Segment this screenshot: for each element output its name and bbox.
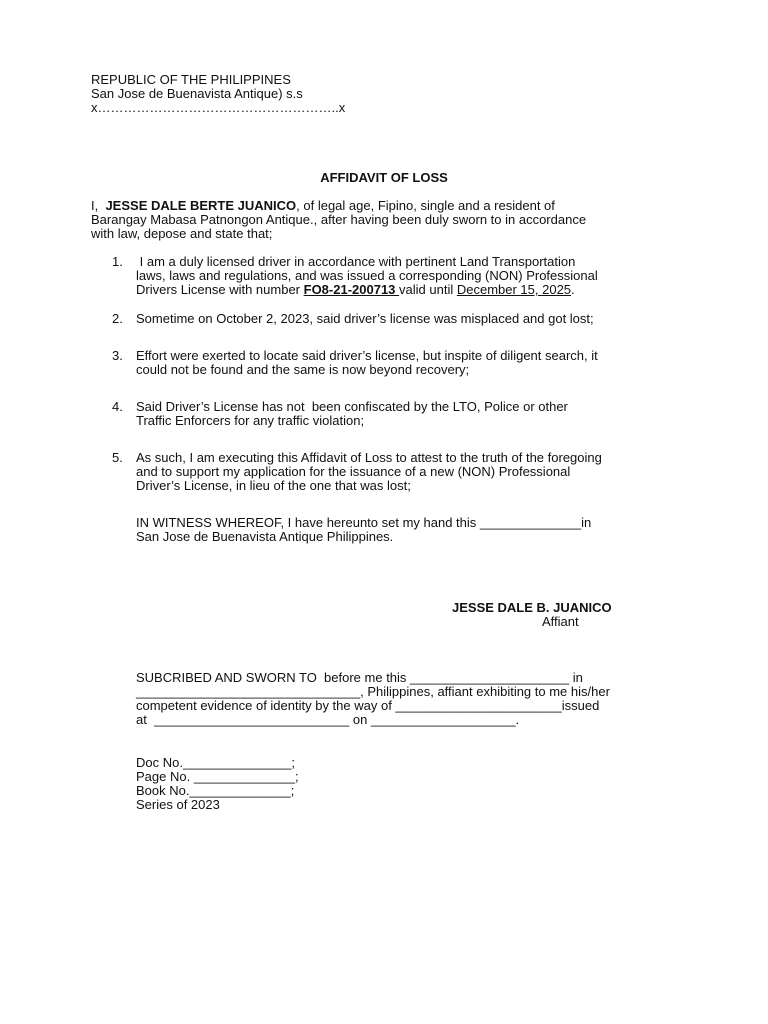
item-4-line-1: Said Driver’s License has not been confiscated by the LTO, Police or other bbox=[136, 399, 568, 414]
item-number: 4. bbox=[112, 399, 123, 414]
item-5-line-1: As such, I am executing this Affidavit of Loss to attest to the truth of the foregoing bbox=[136, 450, 602, 465]
item-1-line-3 bbox=[136, 283, 696, 297]
series-year: Series of 2023 bbox=[136, 797, 220, 812]
intro-line-2: Barangay Mabasa Patnongon Antique., after having been duly sworn to in accordance bbox=[91, 212, 587, 227]
item-3-line-1: Effort were exerted to locate said driver’s license, but inspite of diligent search, it bbox=[136, 348, 598, 363]
item-2-line-1: Sometime on October 2, 2023, said driver’s license was misplaced and got lost; bbox=[136, 311, 594, 326]
signature-role: Affiant bbox=[542, 614, 579, 629]
item-4-line-2: Traffic Enforcers for any traffic violation; bbox=[136, 413, 365, 428]
header-republic: REPUBLIC OF THE PHILIPPINES bbox=[91, 72, 291, 87]
item-1-line-1: I am a duly licensed driver in accordance with pertinent Land Transportation bbox=[136, 254, 576, 269]
item-1-line-2: laws, laws and regulations, and was issued a corresponding (NON) Professional bbox=[136, 268, 598, 283]
item-5-line-2: and to support my application for the issuance of a new (NON) Professional bbox=[136, 464, 571, 479]
item-3-line-2: could not be found and the same is now beyond recovery; bbox=[136, 362, 470, 377]
valid-until-date: December 15, 2025 bbox=[456, 282, 572, 297]
item-1-paragraph bbox=[136, 255, 696, 297]
jurat-line-3: competent evidence of identity by the way of _______________________issued bbox=[136, 698, 600, 713]
document-title: AFFIDAVIT OF LOSS bbox=[320, 170, 448, 185]
item-5-line-3: Driver’s License, in lieu of the one that was lost; bbox=[136, 478, 411, 493]
header-venue: San Jose de Buenavista Antique) s.s bbox=[91, 86, 303, 101]
item-1-line-3-prefix: Drivers License with number bbox=[136, 282, 304, 297]
affiant-full-name: JESSE DALE BERTE JUANICO bbox=[105, 198, 297, 213]
book-number: Book No.______________; bbox=[136, 783, 295, 798]
item-3-paragraph bbox=[136, 349, 696, 377]
witness-line-1: IN WITNESS WHEREOF, I have hereunto set my hand this ______________in bbox=[136, 515, 592, 530]
item-number: 3. bbox=[112, 348, 123, 363]
witness-paragraph bbox=[136, 516, 696, 544]
item-2-paragraph bbox=[136, 312, 696, 326]
license-number: FO8-21-200713 bbox=[303, 282, 400, 297]
notary-record bbox=[136, 756, 696, 812]
jurat-line-2: _______________________________, Philippines, affiant exhibiting to me his/her bbox=[136, 684, 610, 699]
item-1-line-3-mid: valid until bbox=[399, 282, 457, 297]
jurat-paragraph bbox=[136, 671, 696, 727]
item-number: 1. bbox=[112, 254, 123, 269]
intro-line-1 bbox=[91, 199, 691, 213]
intro-prefix: I, bbox=[91, 198, 106, 213]
intro-line-3: with law, depose and state that; bbox=[91, 226, 273, 241]
item-number: 5. bbox=[112, 450, 123, 465]
jurat-line-4: at ___________________________ on ____________________. bbox=[136, 712, 520, 727]
witness-line-2: San Jose de Buenavista Antique Philippines. bbox=[136, 529, 394, 544]
item-5-paragraph bbox=[136, 451, 696, 493]
item-1-line-3-suffix: . bbox=[571, 282, 575, 297]
intro-paragraph bbox=[91, 199, 691, 241]
doc-number: Doc No._______________; bbox=[136, 755, 296, 770]
item-number: 2. bbox=[112, 311, 123, 326]
jurat-line-1: SUBCRIBED AND SWORN TO before me this ______________________ in bbox=[136, 670, 583, 685]
intro-line-1-rest: , of legal age, Fipino, single and a resident of bbox=[296, 198, 555, 213]
page-number: Page No. ______________; bbox=[136, 769, 299, 784]
item-4-paragraph bbox=[136, 400, 696, 428]
header-divider: x………………………………………………..x bbox=[91, 100, 346, 115]
signature-name: JESSE DALE B. JUANICO bbox=[452, 600, 612, 615]
